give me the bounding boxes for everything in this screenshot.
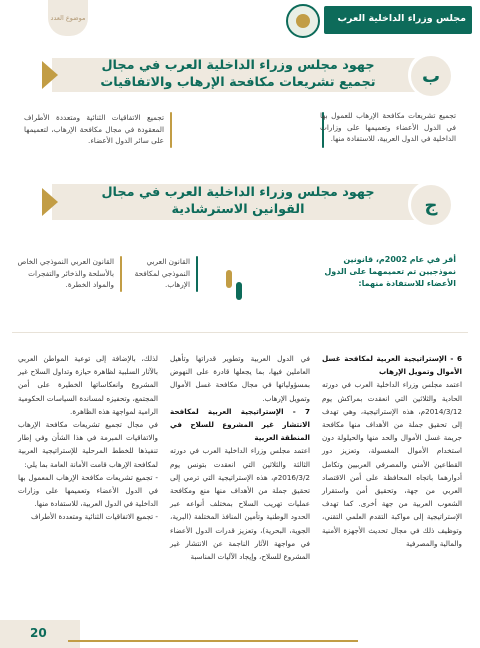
section-b-left-text: تجميع الاتفاقيات الثنائية ومتعددة الأطراف المعقودة في مجال مكافحة الإرهاب، لتعميمها على سائر الدول الأعضاء. [24,113,164,146]
column-2-body: اعتمد مجلس وزراء الداخلية العرب في دورته الثالثة والثلاثين التي انعقدت بتونس يوم 2016/3/2م، هذه الإستراتيجية التي ترمي إلى تحقيق جملة من الأهداف منها منع ومكافحة عمليات تهريب السلاح بمختلف أنواعه عبر الحدود الوطنية وتأمين المنافذ المختلفة (البرية، الجوية، البحرية)، وتعزيز قدرات الدول الأعضاء في مواجهة الآثار الناجمة عن الانتشار غير المشروع للسلاح، وإيجاد الآليات المناسبة [170,446,310,562]
divider [196,256,198,292]
section-c-title [62,184,414,218]
section-c-title-line1: جهود مجلس وزراء الداخلية العرب في مجال [101,185,375,200]
column-1 [322,352,462,550]
section-b-right-text: تجميع تشريعات مكافحة الإرهاب للعمول بها في الدول الأعضاء وتعميمها على وزارات الداخلية في الدول العربية، للاستفادة منها. [320,111,456,144]
logo-emblem-icon [296,14,310,28]
decor-bar-green [236,282,242,300]
column-1-heading: 6 - الإستراتيجية العربية لمكافحة غسل الأموال وتمويل الإرهاب [322,354,462,377]
column-3-p1: لذلك، بالإضافة إلى توعية المواطن العربي بالآثار السلبية لظاهرة حيازة وتداول السلاح غير المشروع وانعكاساتها الخطيرة على أمن المجتمع، وتحفيزه لمساندة السياسات الحكومية الرامية لمواجهة هذه الظاهرة. [18,354,158,416]
column-1-body: اعتمد مجلس وزراء الداخلية العرب في دورته الحادية والثلاثين التي انعقدت بمراكش يوم 2014/3/12م، هذه الإستراتيجية، وهي تهدف إلى تحقيق جملة من الأهداف منها مكافحة جريمة غسل الأموال والحد منها والحيلولة دون استخدام الأموال المغسولة، وتعزيز دور القطاعين الأمني والمصرفي العربيين وتكامل أدوارهما باتجاه المحافظة على أمن الاقتصاد العربي من جهة، وتحقيق أمن واستقرار الشعوب العربية من جهة أخرى. كما تهدف الإستراتيجية إلى مواكبة التقدم العلمي التقني، وتوظيف ذلك في مجال تحديث الأجهزة الأمنية والمالية والمصرفية [322,380,462,548]
council-logo [286,4,320,38]
column-3-p2: في مجال تجميع تشريعات مكافحة الإرهاب والاتفاقيات المبرمة في هذا الشأن وفي إطار تنفيذها للخطط المرحلية للإستراتيجية العربية لمكافحة الإرهاب قامت الأمانة العامة بما يلي: [18,420,158,469]
issue-tab-label: موضوع العدد [50,14,86,22]
section-c-highlight: أقر في عام 2002م، قانونين نموذجيين تم تعميمهما على الدول الأعضاء للاستفادة منهما: [324,255,456,288]
law-1-text: القانون العربي النموذجي لمكافحة الإرهاب. [134,257,190,290]
footer-rule [68,640,358,642]
column-3-bullet-1: - تجميع تشريعات مكافحة الإرهاب المعمول بها في الدول الأعضاء وتعميمها على وزارات الداخلية في الدول العربية، للاستفادة منها. [18,472,158,509]
section-c-badge: ج [410,184,452,226]
section-b-title-line2: تجميع تشريعات مكافحة الإرهاب والاتفاقيات [100,75,376,90]
page-number: 20 [30,626,47,640]
section-b-title-line1: جهود مجلس وزراء الداخلية العرب في مجال [101,58,375,73]
column-2 [170,352,310,563]
section-b-badge: ب [410,55,452,97]
divider [120,256,122,292]
divider [170,112,172,148]
column-3 [18,352,158,524]
column-2-heading: 7 - الإستراتيجية العربية لمكافحة الانتشار غير المشروع للسلاح في المنطقة العربية [170,406,310,443]
law-2-text: القانون العربي النموذجي الخاص بالأسلحة والذخائر والتفجرات والمواد الخطرة. [17,257,114,290]
column-3-bullet-2: - تجميع الاتفاقيات الثنائية ومتعددة الأطراف [31,512,158,522]
header-title: مجلس وزراء الداخلية العرب [337,13,466,24]
arrow-icon [42,188,58,216]
section-c-title-line2: القوانين الاسترشادية [171,202,305,217]
section-b-title [62,57,414,91]
column-2-intro: في الدول العربية وتطوير قدراتها وتأهيل العاملين فيها، بما يجعلها قادرة على النهوض بمسؤولياتها في مجال مكافحة غسل الأموال وتمويل الإرهاب. [170,354,310,403]
decor-bar-gold [226,270,232,288]
arrow-icon [42,61,58,89]
section-separator [12,332,468,333]
